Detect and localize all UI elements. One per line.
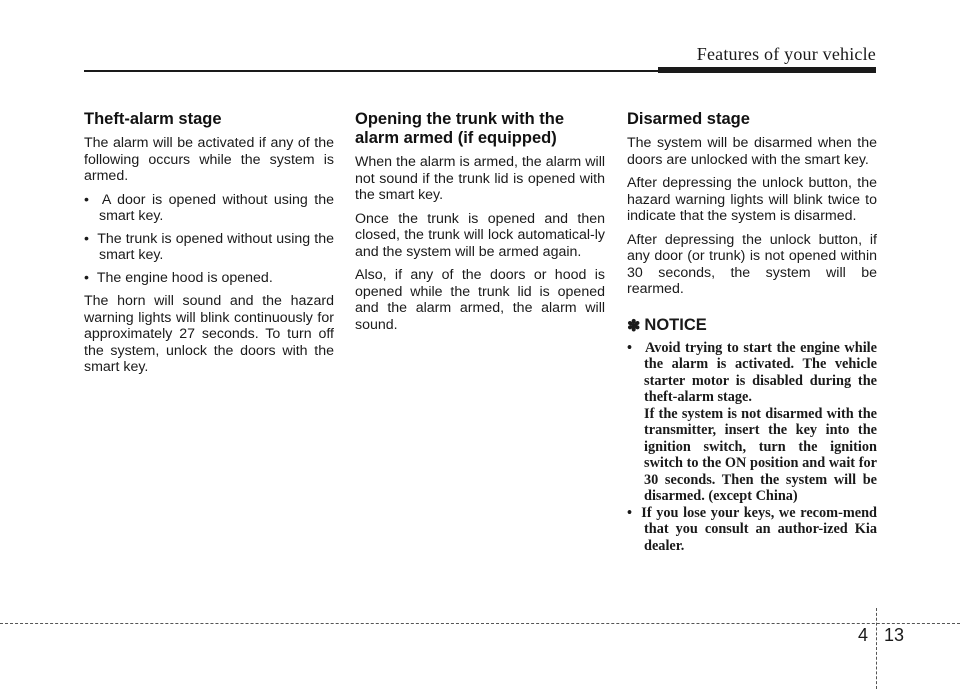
header-rule [84, 70, 664, 72]
section-heading: Disarmed stage [627, 110, 750, 128]
page-number: 13 [884, 625, 905, 645]
notice-heading [627, 316, 877, 336]
header-title: Features of your vehicle [696, 44, 876, 64]
notice-item [627, 340, 877, 505]
list-item: • The engine hood is opened. [84, 270, 334, 287]
footer-rule [0, 623, 960, 624]
notice-item-text: Avoid trying to start the engine while the alarm is activated. The vehicle starter motor is disabled during the theft-alarm stage. [644, 339, 877, 405]
paragraph: When the alarm is armed, the alarm will not sound if the trunk lid is opened with the smart key. [355, 154, 605, 203]
notice-item: • If you lose your keys, we recom-mend that you consult an author-ized Kia dealer. [627, 505, 877, 555]
paragraph: The system will be disarmed when the doors are unlocked with the smart key. [627, 135, 877, 168]
bullet-list [84, 192, 334, 287]
paragraph: Also, if any of the doors or hood is opened while the trunk lid is opened and the alarm armed, the alarm will sound. [355, 267, 605, 333]
paragraph: After depressing the unlock button, the hazard warning lights will blink twice to indicate that the system is disarmed. [627, 175, 877, 224]
notice-title: NOTICE [644, 316, 707, 334]
section-heading: Theft-alarm stage [84, 110, 222, 128]
paragraph: The alarm will be activated if any of the following occurs while the system is armed. [84, 135, 334, 184]
footer-divider [876, 608, 877, 689]
column-disarmed [627, 110, 877, 554]
chapter-number: 4 [858, 625, 869, 645]
list-item: • A door is opened without using the smart key. [84, 192, 334, 225]
list-item: • The trunk is opened without using the smart key. [84, 231, 334, 264]
notice-list [627, 340, 877, 555]
section-heading: Opening the trunk with the alarm armed (if equipped) [355, 110, 564, 147]
notice-star-icon: ✽ [627, 317, 641, 335]
column-theft-alarm [84, 110, 334, 383]
notice-item-subtext: If the system is not disarmed with the transmitter, insert the key into the ignition switch, turn the ignition switch to the ON position and wait for 30 seconds. Then the system will be disarmed. (except China) [644, 405, 877, 504]
column-opening-trunk [355, 110, 605, 340]
paragraph: The horn will sound and the hazard warning lights will blink continuously for approximately 27 seconds. To turn off the system, unlock the doors with the smart key. [84, 293, 334, 375]
paragraph: Once the trunk is opened and then closed, the trunk will lock automatical-ly and the system will be armed again. [355, 210, 605, 260]
paragraph: After depressing the unlock button, if any door (or trunk) is not opened within 30 seconds, the system will be rearmed. [627, 231, 877, 297]
header-rule-accent [658, 67, 876, 73]
